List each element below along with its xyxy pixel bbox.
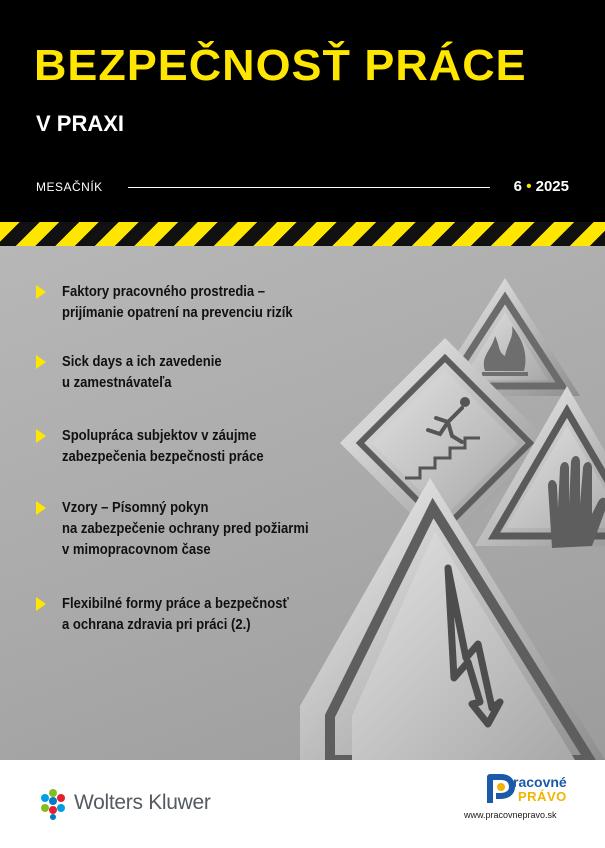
toc-item-text: Spolupráca subjektov v záujme zabezpečenia bezpečnosti práce	[62, 428, 264, 465]
publisher-name: Wolters Kluwer	[74, 791, 211, 814]
issue-label	[514, 179, 569, 194]
wolters-kluwer-logo-icon	[37, 788, 69, 820]
issue-number: 6	[513, 178, 523, 195]
toc-item-text: Flexibilné formy práce a bezpečnosť a ochrana zdravia pri práci (2.)	[62, 596, 289, 633]
issue-separator: •	[526, 178, 532, 195]
yellow-arrow-bullet-icon	[36, 355, 46, 369]
issue-year: 2025	[535, 178, 569, 195]
yellow-arrow-bullet-icon	[36, 429, 46, 443]
brand-name-bottom: PRÁVO	[518, 789, 567, 804]
toc-item-text: Vzory – Písomný pokyn na zabezpečenie ochrany pred požiarmi v mimopracovnom čase	[62, 500, 309, 558]
frequency-label: MESAČNÍK	[36, 180, 103, 194]
yellow-arrow-bullet-icon	[36, 597, 46, 611]
header-divider	[128, 187, 490, 188]
toc-item-text: Faktory pracovného prostredia – prijímanie opatrení na prevenciu rizík	[62, 284, 293, 321]
yellow-arrow-bullet-icon	[36, 285, 46, 299]
hazard-stripes	[0, 222, 605, 246]
yellow-arrow-bullet-icon	[36, 501, 46, 515]
contents-panel	[0, 246, 605, 760]
magazine-subtitle: V PRAXI	[36, 111, 125, 136]
brand-name-top: racovné	[513, 774, 567, 790]
pracovne-pravo-logo-icon	[485, 773, 515, 805]
magazine-title: BEZPEČNOSŤ PRÁCE	[34, 41, 527, 90]
toc-item-text: Sick days a ich zavedenie u zamestnávateľa	[62, 354, 222, 391]
brand-url[interactable]: www.pracovnepravo.sk	[464, 810, 557, 820]
cover-header	[0, 0, 605, 222]
